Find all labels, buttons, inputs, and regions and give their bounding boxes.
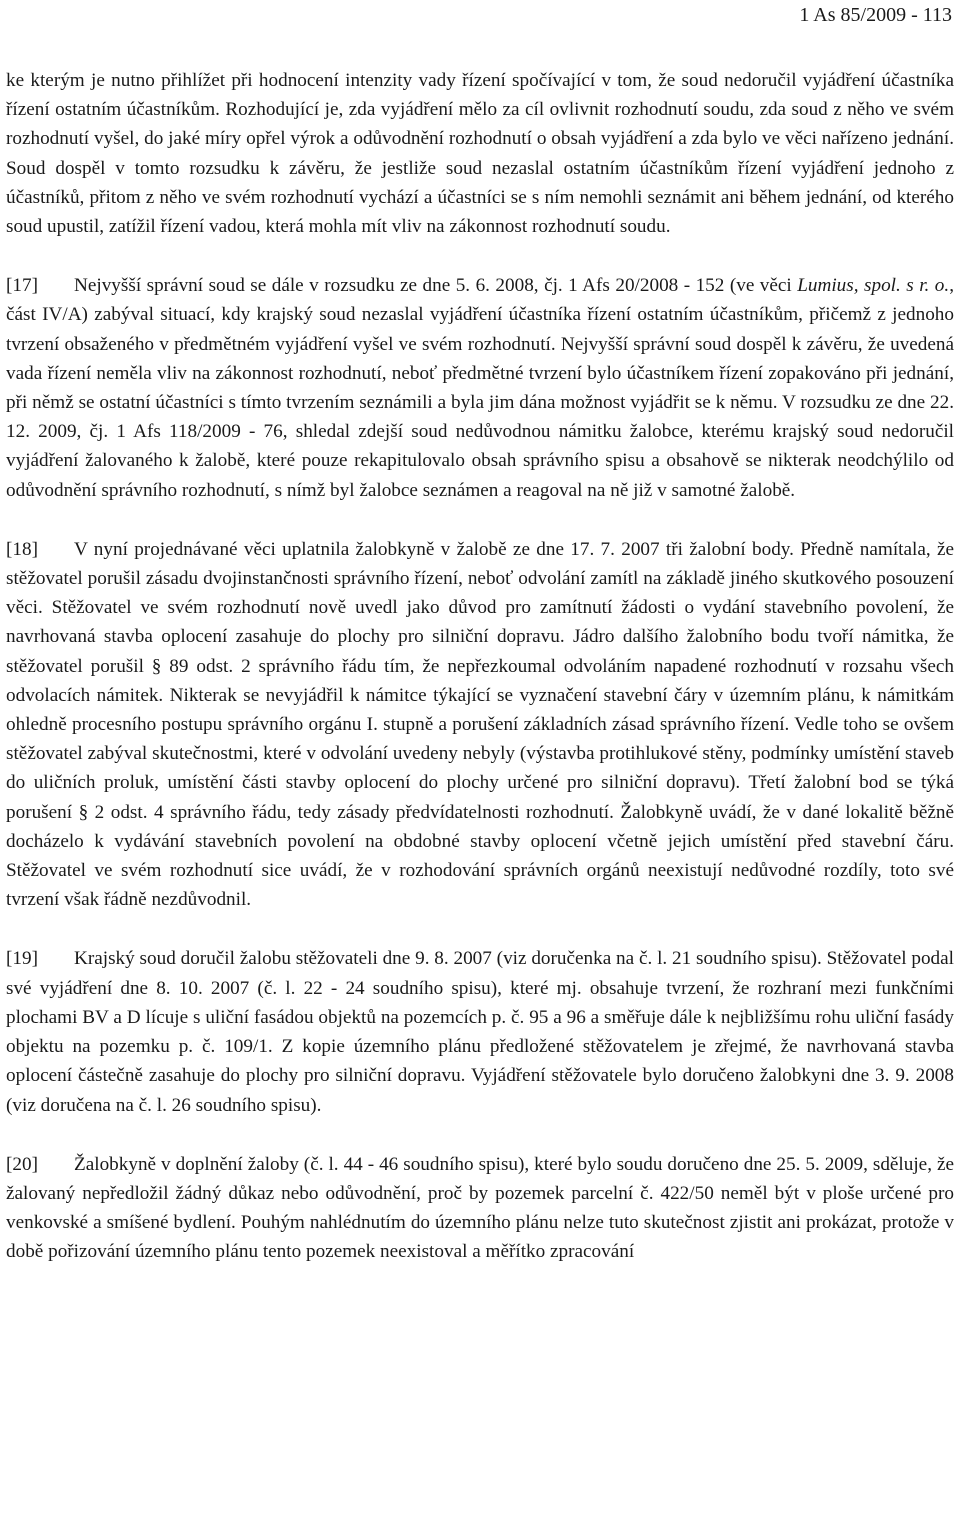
paragraph-20 — [6, 1150, 954, 1267]
paragraph-number: [20] — [6, 1153, 38, 1175]
paragraph-number: [18] — [6, 538, 38, 560]
paragraph-number: [17] — [6, 275, 38, 297]
paragraph-19 — [6, 944, 954, 1119]
paragraph-18 — [6, 535, 954, 915]
paragraph-text: , část IV/A) zabýval situací, kdy krajský soud nezaslal vyjádření účastníka řízení ostatním účastníkům, přičemž z jednoho tvrzení obsaženého v předmětném vyjádření vyšel ve svém rozhodnutí. Nejvyšší správní soud dospěl k závěru, že uvedená vada řízení neměla vliv na zákonnost rozhodnutí, neboť předmětné tvrzení bylo účastníkem řízení zopakováno při jednání, při němž se ostatní účastníci s tímto tvrzením seznámili a byla jim dána možnost vyjádřit se k němu. V rozsudku ze dne 22. 12. 2009, čj. 1 Afs 118/2009 - 76, shledal zdejší soud nedůvodnou námitku žalobce, kterému krajský soud nedoručil vyjádření žalovaného k žalobě, které pouze rekapitulovalo obsah správního spisu a obsahově se nikterak neodchýlilo od odůvodnění správního rozhodnutí, s nímž byl žalobce seznámen a reagoval na ně již v samotné žalobě. — [6, 275, 954, 501]
paragraph-gap — [6, 914, 954, 944]
paragraph-text: Nejvyšší správní soud se dále v rozsudku ze dne 5. 6. 2008, čj. 1 Afs 20/2008 - 152 (ve věci — [74, 275, 798, 297]
party-name-italic: Lumius, spol. s r. o. — [797, 275, 950, 297]
paragraph-continuation: ke kterým je nutno přihlížet při hodnocení intenzity vady řízení spočívající v tom, že soud nedoručil vyjádření účastníka řízení ostatním účastníkům. Rozhodující je, zda vyjádření mělo za cíl ovlivnit rozhodnutí soudu, zda soud z něho ve svém rozhodnutí vyšel, do jaké míry opřel výrok a odůvodnění rozhodnutí o obsah vyjádření a zda bylo ve věci nařízeno jednání. Soud dospěl v tomto rozsudku k závěru, že jestliže soud nezaslal ostatním účastníkům řízení vyjádření jednoho z účastníků, přitom z něho ve svém rozhodnutí vychází a účastníci se s ním nemohli seznámit ani během jednání, od kterého soud upustil, zatížil řízení vadou, která mohla mít vliv na zákonnost rozhodnutí soudu. — [6, 70, 954, 238]
document-body — [6, 66, 954, 1267]
paragraph-gap — [6, 505, 954, 535]
paragraph-text: Žalobkyně v doplnění žaloby (č. l. 44 - 46 soudního spisu), které bylo soudu doručeno dne 25. 5. 2009, sděluje, že žalovaný nepředložil žádný důkaz nebo odůvodnění, proč by pozemek parcelní č. 422/50 neměl být v ploše určené pro venkovské a smíšené bydlení. Pouhým nahlédnutím do územního plánu nelze tuto skutečnost zjistit ani prokázat, protože v době pořizování územního plánu tento pozemek neexistoval a měřítko zpracování — [6, 1153, 954, 1263]
paragraph-text: V nyní projednávané věci uplatnila žalobkyně v žalobě ze dne 17. 7. 2007 tři žalobní body. Předně namítala, že stěžovatel porušil zásadu dvojinstančnosti správního řízení, neboť odvolání zamítl na základě jiného skutkového posouzení věci. Stěžovatel ve svém rozhodnutí nově uvedl jako důvod pro zamítnutí žádosti o vydání stavebního povolení, že navrhovaná stavba oplocení zasahuje do plochy pro silniční dopravu. Jádro dalšího žalobního bodu tvoří námitka, že stěžovatel porušil § 89 odst. 2 správního řádu tím, že nepřezkoumal odvoláním napadené rozhodnutí v rozsahu všech odvolacích námitek. Nikterak se nevyjádřil k námitce týkající se vyznačení stavební čáry v územním plánu, k námitkám ohledně procesního postupu správního orgánu I. stupně a porušení základních zásad správního řízení. Vedle toho se ovšem stěžovatel zabýval skutečnostmi, které v odvolání uvedeny nebyly (výstavba protihlukové stěny, podmínky umístění staveb do uličních proluk, umístění části stavby oplocení do plochy určené pro silniční dopravu). Třetí žalobní bod se týká porušení § 2 odst. 4 správního řádu, tedy zásady předvídatelnosti rozhodnutí. Žalobkyně uvádí, že v dané lokalitě běžně docházelo k vydávání stavebních povolení na obdobné stavby oplocení včetně jejich umístění před stavební čáru. Stěžovatel ve svém rozhodnutí sice uvádí, že v rozhodování správních orgánů neexistují nedůvodné rozdíly, toto své tvrzení však řádně nezdůvodnil. — [6, 538, 954, 911]
paragraph-17 — [6, 271, 954, 505]
paragraph-gap — [6, 241, 954, 271]
paragraph-gap — [6, 1120, 954, 1150]
paragraph-number: [19] — [6, 948, 38, 970]
paragraph-text: Krajský soud doručil žalobu stěžovateli dne 9. 8. 2007 (viz doručenka na č. l. 21 soudního spisu). Stěžovatel podal své vyjádření dne 8. 10. 2007 (č. l. 22 - 24 soudního spisu), které mj. obsahuje tvrzení, že rozhraní mezi funkčními plochami BV a D lícuje s uliční fasádou objektů na pozemcích p. č. 95 a 96 a směřuje dále k nejbližšímu rohu uliční fasády objektu na pozemku p. č. 109/1. Z kopie územního plánu předložené stěžovatelem je zřejmé, že navrhovaná stavba oplocení částečně zasahuje do plochy pro silniční dopravu. Vyjádření stěžovatele bylo doručeno žalobkyni dne 3. 9. 2008 (viz doručena na č. l. 26 soudního spisu). — [6, 948, 954, 1116]
case-reference: 1 As 85/2009 - 113 — [799, 4, 952, 26]
